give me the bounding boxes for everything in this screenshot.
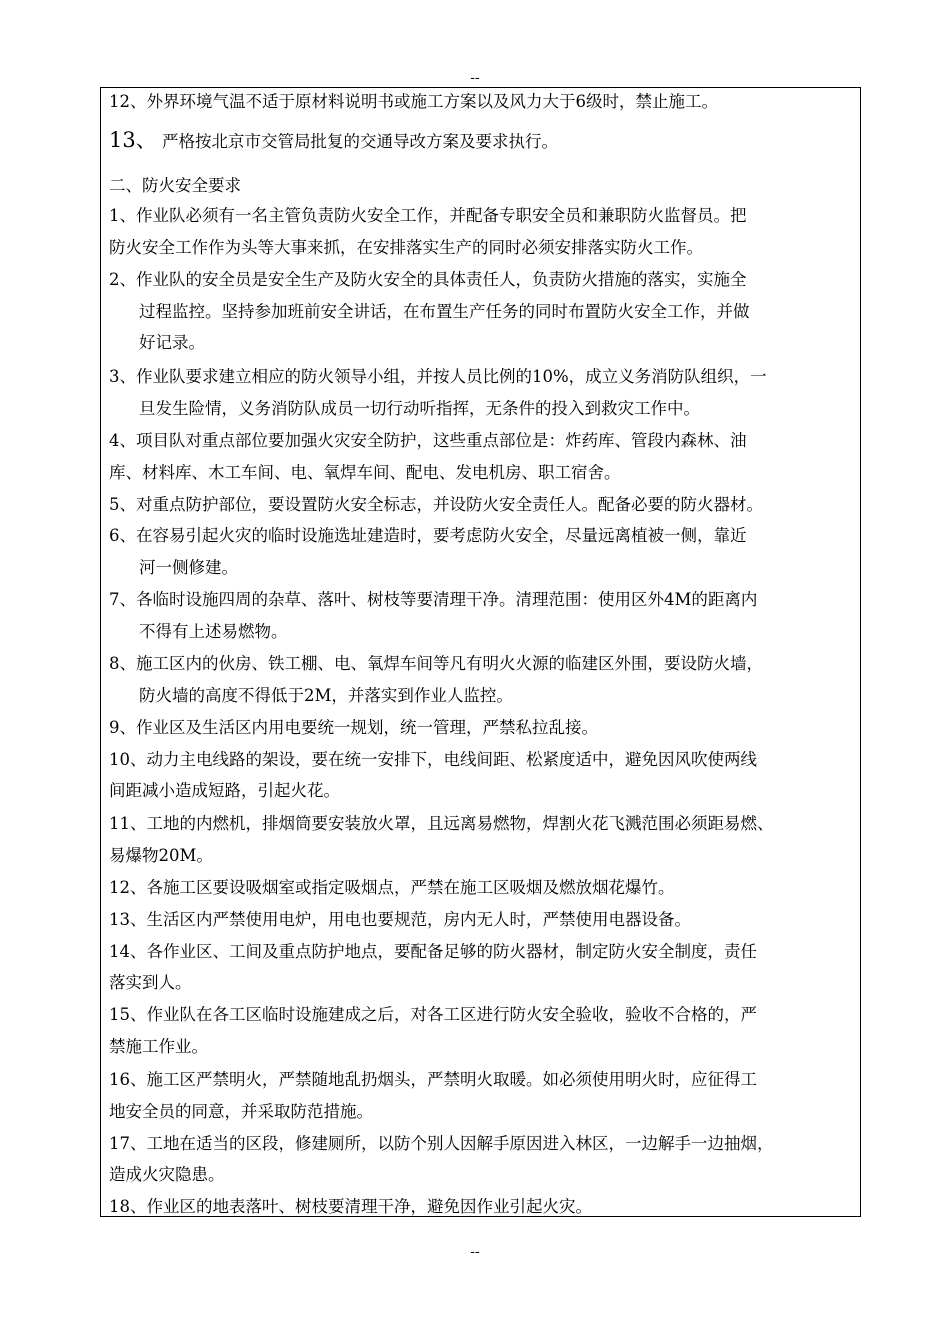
item-line: 落实到人。: [109, 973, 192, 992]
item-line: 好记录。: [139, 333, 205, 352]
item-line: 12、外界环境气温不适于原材料说明书或施工方案以及风力大于6级时，禁止施工。: [109, 92, 718, 111]
item-line: 易爆物20M。: [109, 846, 213, 865]
item-line: 1、作业队必须有一名主管负责防火安全工作，并配备专职安全员和兼职防火监督员。把: [109, 206, 747, 225]
item-line: 不得有上述易燃物。: [139, 622, 288, 641]
item-line: 旦发生险情，义务消防队成员一切行动听指挥，无条件的投入到救灾工作中。: [139, 399, 700, 418]
item-line: 11、工地的内燃机，排烟筒要安装放火罩，且远离易燃物，焊割火花飞溅范围必须距易燃、: [109, 814, 774, 833]
page-marker-top: --: [470, 70, 480, 86]
item-line: 12、各施工区要设吸烟室或指定吸烟点，严禁在施工区吸烟及燃放烟花爆竹。: [109, 878, 675, 897]
item-line: 9、作业区及生活区内用电要统一规划，统一管理，严禁私拉乱接。: [109, 718, 598, 737]
item-line: 地安全员的同意，并采取防范措施。: [109, 1102, 373, 1121]
item-line: [109, 130, 558, 152]
item-line: 7、各临时设施四周的杂草、落叶、树枝等要清理干净。清理范围：使用区外4M的距离内: [109, 590, 758, 609]
item-line: 13、生活区内严禁使用电炉，用电也要规范，房内无人时，严禁使用电器设备。: [109, 910, 691, 929]
item-line: 5、对重点防护部位，要设置防火安全标志，并设防火安全责任人。配备必要的防火器材。: [109, 495, 763, 514]
section-heading: 二、防火安全要求: [109, 176, 241, 195]
item-line: 14、各作业区、工间及重点防护地点，要配备足够的防火器材，制定防火安全制度，责任: [109, 942, 757, 961]
item-line: 河一侧修建。: [139, 558, 238, 577]
item-line: 17、工地在适当的区段，修建厕所，以防个别人因解手原因进入林区，一边解手一边抽烟，: [109, 1134, 774, 1153]
item-line: 16、施工区严禁明火，严禁随地乱扔烟头，严禁明火取暖。如必须使用明火时，应征得工: [109, 1070, 757, 1089]
item-number: 13、: [109, 128, 157, 152]
item-line: 间距减小造成短路，引起火花。: [109, 781, 340, 800]
item-line: 15、作业队在各工区临时设施建成之后，对各工区进行防火安全验收，验收不合格的，严: [109, 1005, 757, 1024]
item-line: 防火安全工作作为头等大事来抓，在安排落实生产的同时必须安排落实防火工作。: [109, 238, 703, 257]
item-line: 防火墙的高度不得低于2M，并落实到作业人监控。: [139, 686, 513, 705]
content-box: [100, 87, 861, 1217]
item-line: 库、材料库、木工车间、电、氧焊车间、配电、发电机房、职工宿舍。: [109, 463, 621, 482]
item-text: 严格按北京市交管局批复的交通导改方案及要求执行。: [161, 132, 558, 151]
item-line: 过程监控。坚持参加班前安全讲话，在布置生产任务的同时布置防火安全工作，并做: [139, 302, 750, 321]
item-line: 禁施工作业。: [109, 1037, 208, 1056]
item-line: 10、动力主电线路的架设，要在统一安排下，电线间距、松紧度适中，避免因风吹使两线: [109, 750, 757, 769]
item-line: 2、作业队的安全员是安全生产及防火安全的具体责任人，负责防火措施的落实，实施全: [109, 270, 747, 289]
item-line: 6、在容易引起火灾的临时设施选址建造时，要考虑防火安全，尽量远离植被一侧，靠近: [109, 526, 747, 545]
item-line: 3、作业队要求建立相应的防火领导小组，并按人员比例的10%，成立义务消防队组织，一: [109, 367, 767, 386]
item-line: 8、施工区内的伙房、铁工棚、电、氧焊车间等凡有明火火源的临建区外围，要设防火墙，: [109, 654, 763, 673]
item-line: 18、作业区的地表落叶、树枝要清理干净，避免因作业引起火灾。: [109, 1197, 592, 1216]
page-marker-bottom: --: [470, 1244, 480, 1260]
item-line: 造成火灾隐患。: [109, 1165, 225, 1184]
item-line: 4、项目队对重点部位要加强火灾安全防护，这些重点部位是：炸药库、管段内森林、油: [109, 431, 747, 450]
